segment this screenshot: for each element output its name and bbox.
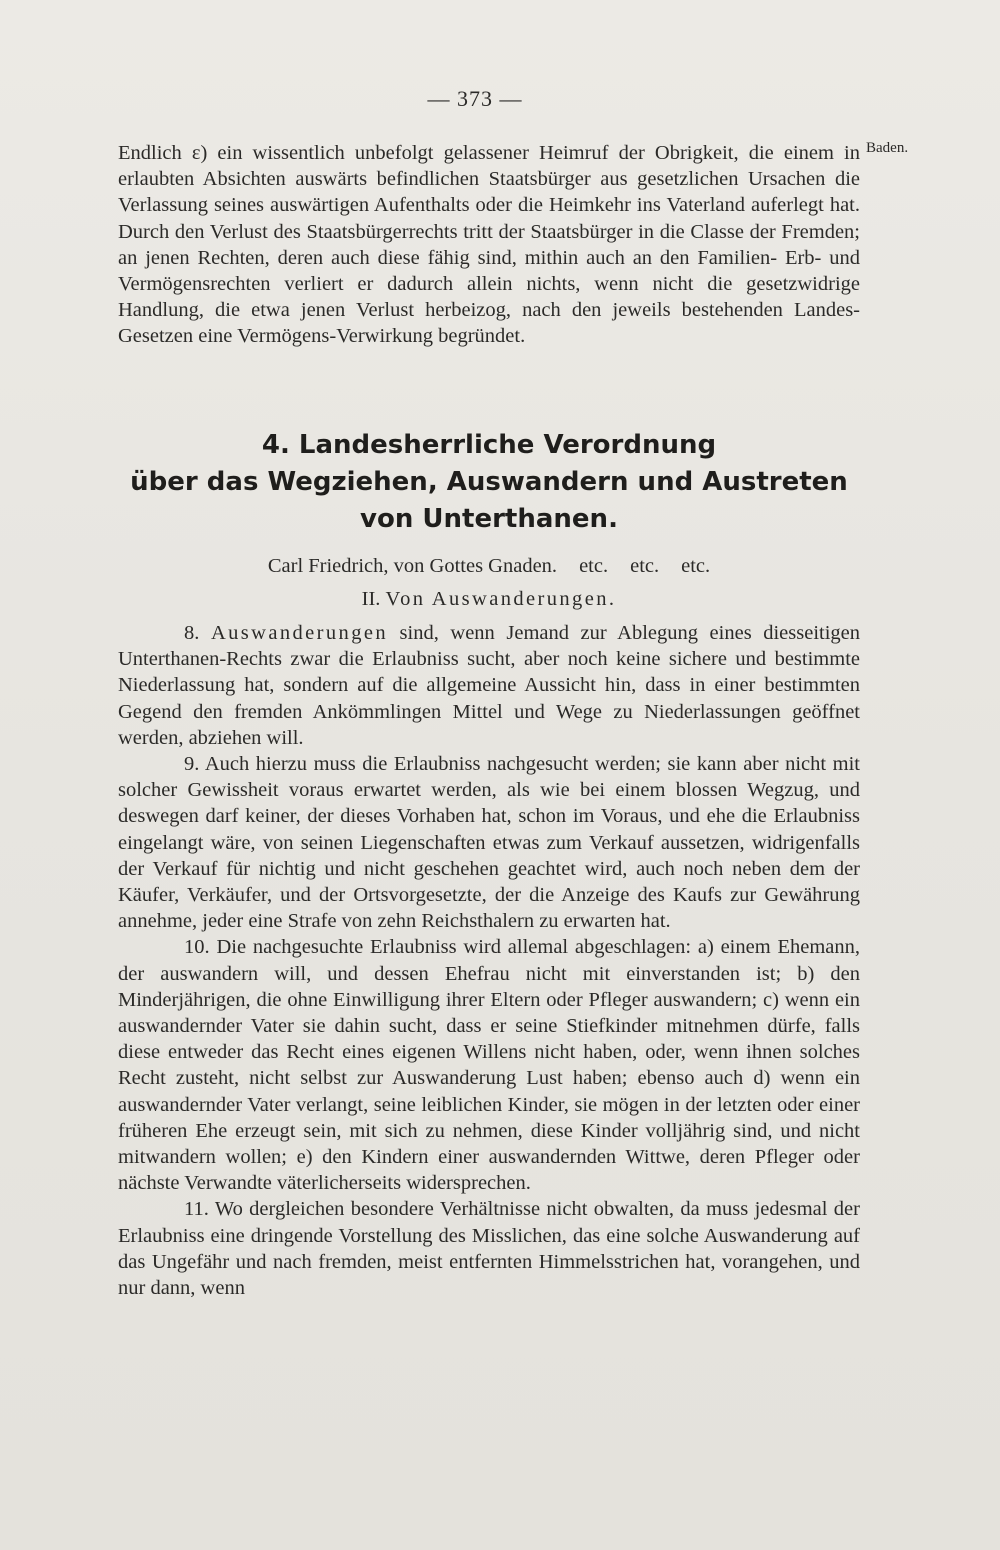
preamble-name: Carl Friedrich, von Gottes Gnaden. <box>267 555 558 577</box>
paragraph-11-number: 11. <box>184 1198 209 1221</box>
section-subheading <box>118 586 860 612</box>
preamble-etc-3: etc. <box>681 555 711 577</box>
paragraph-9-number: 9. <box>184 753 200 776</box>
intro-paragraph: Endlich ε) ein wissentlich unbefolgt gelassener Heimruf der Obrigkeit, die einem in erlaubten Absichten auswärts befindlichen Staatsbürger aus gesetzlichen Ursachen die Verlassung seines auswärtigen Aufenthalts oder die Heimkehr ins Vaterland auferlegt hat. Durch den Verlust des Staatsbürgerrechts tritt der Staatsbürger in die Classe der Fremden; an jenen Rechten, deren auch diese fähig sind, mithin auch an den Familien- Erb- und Vermögensrechten verliert er dadurch allein nichts, wenn nicht die gesetzwidrige Handlung, die etwa jenen Verlust herbeizog, nach den jeweils bestehenden Landes-Gesetzen eine Vermögens-Verwirkung begründet. <box>118 142 860 348</box>
section-heading <box>118 427 860 538</box>
intro-paragraph-block <box>118 140 860 350</box>
paragraph-10-number: 10. <box>184 936 210 959</box>
preamble <box>118 553 860 579</box>
section-title: Von Auswanderungen. <box>385 588 617 610</box>
paragraph-8-number: 8. <box>184 622 200 644</box>
heading-line-2: über das Wegziehen, Auswandern und Austreten <box>130 467 848 497</box>
articles-block <box>118 620 860 1301</box>
preamble-etc-1: etc. <box>579 555 609 577</box>
margin-note: Baden. <box>866 140 909 156</box>
paragraph-10 <box>118 934 860 1196</box>
heading-line-1: 4. Landesherrliche Verordnung <box>261 430 717 460</box>
paragraph-11-text: Wo dergleichen besondere Verhältnisse nicht obwalten, da muss jedesmal der Erlaubniss eine dringende Vorstellung des Misslichen, das eine solche Auswanderung auf das Ungefähr und nach fremden, meist entfernten Himmelsstrichen hat, vorangehen, und nur dann, wenn <box>118 1198 860 1300</box>
heading-line-3: von Unterthanen. <box>360 504 618 534</box>
paragraph-10-text: Die nachgesuchte Erlaubniss wird allemal abgeschlagen: a) einem Ehemann, der auswandern will, und dessen Ehefrau nicht mit einverstanden ist; b) den Minderjährigen, die ohne Einwilligung ihrer Eltern oder Pfleger auswandern; c) wenn ein auswandernder Vater sie dahin sucht, dass er seine Stiefkinder mitnehmen dürfe, falls diese entweder das Recht eines eigenen Willens nicht haben, oder, wenn ihnen solches Recht zusteht, nicht selbst zur Auswanderung Lust haben; ebenso auch d) wenn ein auswandernder Vater verlangt, seine leiblichen Kinder, sie mögen in der letzten oder einer früheren Ehe erzeugt sein, mit sich zu nehmen, diese Kinder volljährig sind, und nicht mitwandern wollen; e) den Kindern einer auswandernden Wittwe, deren Pfleger oder nächste Verwandte väterlicherseits widersprechen. <box>118 936 861 1195</box>
preamble-etc-2: etc. <box>630 555 660 577</box>
paragraph-8-keyword: Auswanderungen <box>210 622 388 644</box>
paragraph-8-text: sind, wenn Jemand zur Ablegung eines diesseitigen Unterthanen-Rechts zwar die Erlaubniss sucht, aber noch keine sichere und bestimmte Niederlassung hat, sondern auf die allgemeine Aussicht hin, dass in einer bestimmten Gegend den fremden Ankömmlingen Mittel und Wege zu Niederlassungen geöffnet werden, abziehen will. <box>118 622 861 749</box>
section-number: II. <box>361 588 381 610</box>
page-number: — 373 — <box>427 86 523 111</box>
paragraph-9 <box>118 751 860 934</box>
paragraph-11 <box>118 1196 860 1301</box>
paragraph-8 <box>118 620 860 751</box>
paragraph-9-text: Auch hierzu muss die Erlaubniss nachgesucht werden; sie kann aber nicht mit solcher Gewissheit voraus erwartet werden, als wie bei einem blossen Wegzug, und deswegen darf keiner, der dieses Vorhaben hat, schon im Voraus, und ehe die Erlaubniss eingelangt wäre, von seinen Liegenschaften etwas zum Verkauf aussetzen, widrigenfalls der Verkauf für nichtig und nicht geschehen geachtet wird, auch noch neben dem der Käufer, Verkäufer, und der Ortsvorgesetzte, der die Anzeige des Kaufs zur Gewährung annehme, jeder eine Strafe von zehn Reichsthalern zu erwarten hat. <box>118 753 860 933</box>
